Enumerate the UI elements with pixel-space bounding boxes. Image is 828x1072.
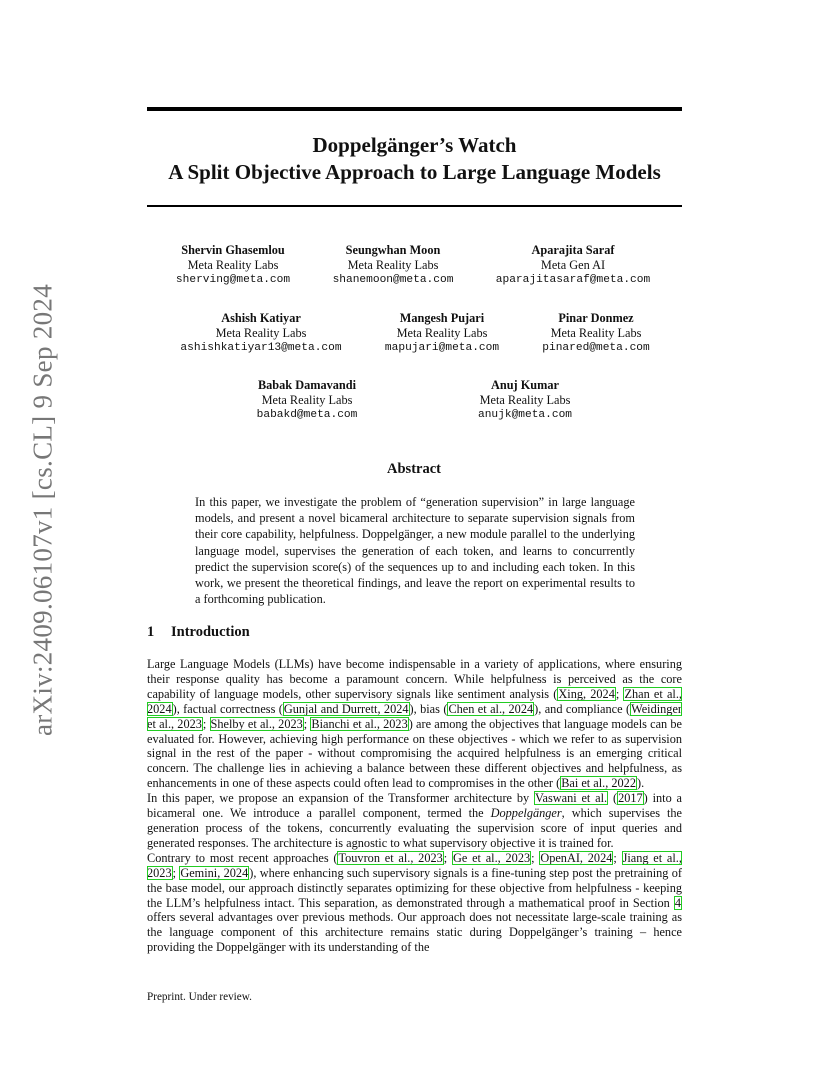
citation-link[interactable]: Zhan et al., 2024 xyxy=(147,686,682,716)
author-block xyxy=(542,311,649,356)
author-block xyxy=(496,243,650,288)
author-email[interactable]: shanemoon@meta.com xyxy=(332,274,454,286)
citation-link[interactable]: 2017 xyxy=(618,791,643,806)
citation-link[interactable]: Gunjal and Durrett, 2024 xyxy=(283,701,409,716)
author-name: Babak Damavandi xyxy=(257,378,357,392)
citation-link[interactable]: Chen et al., 2024 xyxy=(448,701,534,716)
text-run: ). xyxy=(636,776,645,791)
author-email[interactable]: pinared@meta.com xyxy=(542,342,650,354)
abstract-text: In this paper, we investigate the problem of “generation supervision” in large language models, and present a novel bicameral architecture to separate supervision signals from their core capability, helpfulness. Doppelgänger, a new module parallel to the underlying language model, supervises the generation of each token, and learns to concurrently predict the supervision score(s) of the sequences up to and including each token. In this work, we present the theoretical findings, and leave the report on experimental results to a forthcoming publication. xyxy=(195,495,635,607)
author-email[interactable]: babakd@meta.com xyxy=(256,409,358,421)
citation-link[interactable]: Bai et al., 2022 xyxy=(561,776,636,791)
author-block xyxy=(478,378,572,423)
author-name: Ashish Katiyar xyxy=(221,311,301,325)
citation-link[interactable]: Shelby et al., 2023 xyxy=(210,716,303,731)
text-run: ), where enhancing such supervisory signals is a fine-tuning step post the pretraining of the base model, our approach distinctly separates optimizing for these objective from helpfulness - keeping the LLM’s helpfulness intact. This separation, as demonstrated through a mathematical proof in Section xyxy=(147,865,682,910)
abstract-heading: Abstract xyxy=(387,461,441,477)
citation-link[interactable]: 4 xyxy=(674,895,681,910)
author-affiliation: Meta Reality Labs xyxy=(479,393,571,407)
author-block xyxy=(176,243,290,288)
citation-link[interactable]: Xing, 2024 xyxy=(558,686,615,701)
author-email[interactable]: mapujari@meta.com xyxy=(384,342,500,354)
citation-link[interactable]: Vaswani et al. xyxy=(534,791,608,806)
citation-link[interactable]: Touvron et al., 2023 xyxy=(338,850,443,865)
paragraph: Large Language Models (LLMs) have become indispensable in a variety of applications, where ensuring their response quality has become a paramount concern. While helpfulness is perceived as the core capability of language models, other supervisory signals like sentiment analysis (Xing, 2024; Zhan et al., 2024), factual correctness (Gunjal and Durrett, 2024), bias (Chen et al., 2024), and compliance (Weidinger et al., 2023; Shelby et al., 2023; Bianchi et al., 2023) are among the objectives that language models can be evaluated for. However, achieving high performance on these objectives - which we refer to as supervision signal in the rest of the paper - without compromising the acquired helpfulness is an emerging critical concern. The challenge lies in achieving a balance between these different objectives and helpfulness, as enhancements in one of these aspects could often lead to compromises in the other (Bai et al., 2022). xyxy=(147,657,683,791)
section-title: Introduction xyxy=(171,624,250,640)
author-affiliation: Meta Reality Labs xyxy=(215,326,307,340)
text-run: ), bias ( xyxy=(409,701,448,716)
text-run: offers several advantages over previous methods. Our approach does not necessitate large-scale training as the language component of this architecture remains static during Doppelgänger’s training – hence providing the Doppelgänger with its understanding of the xyxy=(147,910,682,955)
text-run: into a bicameral one. We introduce a parallel component, termed the xyxy=(147,791,683,821)
author-name: Mangesh Pujari xyxy=(399,311,485,325)
footer-note: Preprint. Under review. xyxy=(147,991,252,1003)
author-name: Shervin Ghasemlou xyxy=(181,243,285,257)
author-name: Anuj Kumar xyxy=(491,378,559,392)
author-name: Pinar Donmez xyxy=(558,311,634,325)
author-affiliation: Meta Reality Labs xyxy=(550,326,642,340)
author-name: Aparajita Saraf xyxy=(531,243,615,257)
citation-link[interactable]: Gemini, 2024 xyxy=(180,865,249,880)
text-run: In this paper, we propose an expansion of the Transformer architecture by xyxy=(147,791,534,806)
text-run: , which supervises the generation process of the tokens, concurrently evaluating the supervision score of input queries and generated responses. The architecture is agnostic to what supervisory objective it is trained for. xyxy=(147,806,682,850)
author-block xyxy=(180,311,341,356)
text-run: Large Language Models (LLMs) have become indispensable in a variety of applications, where ensuring their response quality has become a paramount concern. While helpfulness is perceived as the core capability of language models, other supervisory signals like sentiment analysis ( xyxy=(147,657,682,701)
author-affiliation: Meta Reality Labs xyxy=(261,393,353,407)
text-run: ) are among the objectives that language models can be evaluated for. However, achieving high performance on these objectives - which we refer to as supervision signal in the rest of the paper - without compromising the acquired helpfulness is an emerging critical concern. The challenge lies in achieving a balance between these different objectives and helpfulness, as enhancements in one of these aspects could often lead to compromises in the other ( xyxy=(147,716,682,791)
paragraph: Contrary to most recent approaches (Touvron et al., 2023; Ge et al., 2023; OpenAI, 2024; Jiang et al., 2023; Gemini, 2024), where enhancing such supervisory signals is a fine-tuning step post the pretraining of the base model, our approach distinctly separates optimizing for these objective from helpfulness - keeping the LLM’s helpfulness intact. This separation, as demonstrated through a mathematical proof in Section 4 offers several advantages over previous methods. Our approach does not necessitate large-scale training as the language component of this architecture remains static during Doppelgänger’s training – hence providing the Doppelgänger with its understanding of the xyxy=(147,850,682,955)
text-run: Contrary to most recent approaches ( xyxy=(147,850,338,865)
author-email[interactable]: anujk@meta.com xyxy=(478,409,572,421)
paragraph: In this paper, we propose an expansion of the Transformer architecture by Vaswani et al. (2017) into a bicameral one. We introduce a parallel component, termed the Doppelgänger, which supervises the generation process of the tokens, concurrently evaluating the supervision score of input queries and generated responses. The architecture is agnostic to what supervisory objective it is trained for. xyxy=(147,791,683,850)
arxiv-identifier: arXiv:2409.06107v1 [cs.CL] 9 Sep 2024 xyxy=(27,283,58,737)
citation-link[interactable]: Weidinger et al., 2023 xyxy=(147,701,683,731)
author-email[interactable]: ashishkatiyar13@meta.com xyxy=(180,342,342,354)
citation-link[interactable]: Jiang et al., 2023 xyxy=(147,850,682,880)
introduction-body xyxy=(147,657,682,955)
text-run: ), and compliance ( xyxy=(534,701,631,716)
author-block xyxy=(333,243,454,288)
citation-link[interactable]: Bianchi et al., 2023 xyxy=(311,716,408,731)
section-heading xyxy=(147,624,250,641)
author-name: Seungwhan Moon xyxy=(345,243,441,257)
title-line-1: Doppelgänger’s Watch xyxy=(312,133,517,157)
title-bottom-rule xyxy=(147,205,682,207)
title-top-rule xyxy=(147,107,682,111)
author-email[interactable]: sherving@meta.com xyxy=(175,274,291,286)
author-block xyxy=(257,378,358,423)
text-run: ), factual correctness ( xyxy=(172,701,283,716)
citation-link[interactable]: OpenAI, 2024 xyxy=(540,850,613,865)
emphasis-term: Doppelgänger xyxy=(490,806,562,821)
author-block xyxy=(385,311,499,356)
citation-link[interactable]: Ge et al., 2023 xyxy=(452,850,531,865)
title-line-2: A Split Objective Approach to Large Language Models xyxy=(168,160,661,184)
paper-title xyxy=(147,132,682,186)
author-affiliation: Meta Reality Labs xyxy=(187,258,279,272)
author-affiliation: Meta Gen AI xyxy=(540,258,606,272)
section-number: 1 xyxy=(147,624,155,640)
author-affiliation: Meta Reality Labs xyxy=(347,258,439,272)
author-affiliation: Meta Reality Labs xyxy=(396,326,488,340)
author-email[interactable]: aparajitasaraf@meta.com xyxy=(495,274,651,286)
